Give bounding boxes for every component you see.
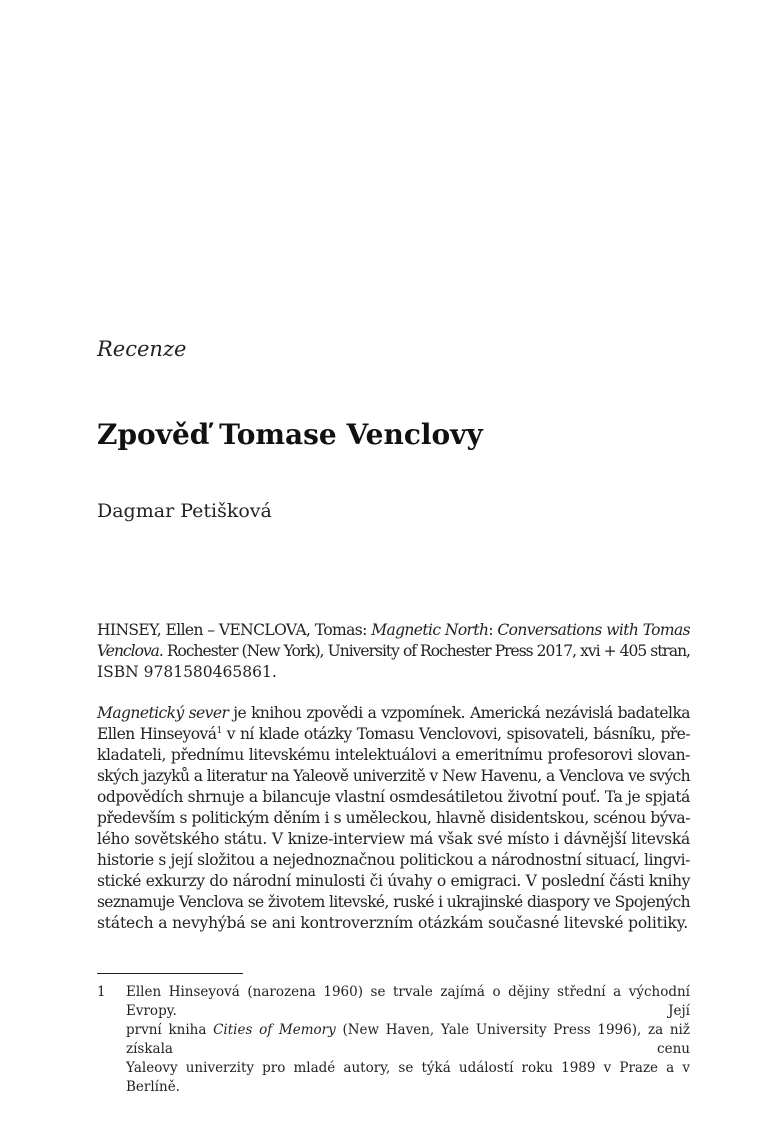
body-line-11: státech a nevyhýbá se ani kontroverzním otázkám současné litevské politiky. [97, 914, 689, 932]
footnote-text [126, 983, 690, 1097]
biblio-authors: HINSEY, Ellen – VENCLOVA, Tomas: [97, 621, 372, 639]
footnote-reference[interactable]: 1 [216, 725, 222, 736]
author-name: Dagmar Petišková [97, 500, 272, 522]
body-line-2 [97, 724, 690, 745]
body-line-3: kladateli, přednímu litevskému intelektuálovi a emeritnímu profesorovi slovan- [97, 746, 690, 764]
body-line-2-b: v ní klade otázky Tomasu Venclovovi, spisovateli, básníku, pře- [221, 725, 690, 743]
body-line-5: odpovědích shrnuje a bilancuje vlastní osmdesátiletou životní pouť. Ta je spjatá [97, 788, 690, 806]
biblio-line-3: ISBN 9781580465861. [97, 663, 277, 681]
biblio-colon: : [488, 621, 498, 639]
bibliographic-reference [97, 620, 690, 683]
biblio-line-1 [97, 620, 690, 641]
body-line-8: historie s její složitou a nejednoznačnou politickou a národnostní situací, lingvi- [97, 851, 690, 869]
footnote-line-1: Ellen Hinseyová (narozena 1960) se trvale zajímá o dějiny střední a východní Evropy. Její [126, 984, 690, 1019]
article-title: Zpověď Tomase Venclovy [97, 418, 483, 451]
footnote [97, 983, 690, 1097]
biblio-line-2 [97, 641, 690, 662]
body-line-9: stické exkurzy do národní minulosti či úvahy o emigraci. V poslední části knihy [97, 872, 690, 890]
body-line-1 [97, 703, 690, 724]
body-lead-italic: Magnetický sever [97, 704, 229, 722]
body-line-1-text: je knihou zpovědi a vzpomínek. Americká nezávislá badatelka [228, 704, 690, 722]
body-line-7: lého sovětského státu. V knize-interview má však své místo i dávnější litevská [97, 830, 690, 848]
footnote-line-2-b: (New Haven, Yale University Press 1996), za niž získala cenu [126, 1022, 690, 1057]
biblio-publisher: . Rochester (New York), University of Rochester Press 2017, xvi + 405 stran, [158, 642, 690, 660]
body-line-10: seznamuje Venclova se životem litevské, ruské i ukrajinské diaspory ve Spojených [97, 893, 690, 911]
body-paragraph [97, 703, 690, 934]
body-line-2-a: Ellen Hinseyová [97, 725, 217, 743]
biblio-subtitle-part2: Venclova [97, 642, 159, 660]
body-line-4: ských jazyků a literatur na Yaleově univerzitě v New Havenu, a Venclova ve svých [97, 767, 690, 785]
footnote-number: 1 [97, 984, 106, 1000]
section-label: Recenze [97, 337, 187, 361]
biblio-title-main: Magnetic North [371, 621, 489, 639]
footnote-line-3: Yaleovy univerzity pro mladé autory, se týká událostí roku 1989 v Praze a v Berlíně. [126, 1060, 690, 1095]
footnote-divider [97, 973, 243, 974]
footnote-line-2-a: první kniha [126, 1022, 214, 1038]
body-line-6: především s politickým děním i s uměleckou, hlavně disidentskou, scénou býva- [97, 809, 690, 827]
footnote-line-2 [126, 1021, 690, 1059]
biblio-subtitle-part1: Conversations with Tomas [497, 621, 690, 639]
footnote-book-title: Cities of Memory [213, 1022, 336, 1038]
